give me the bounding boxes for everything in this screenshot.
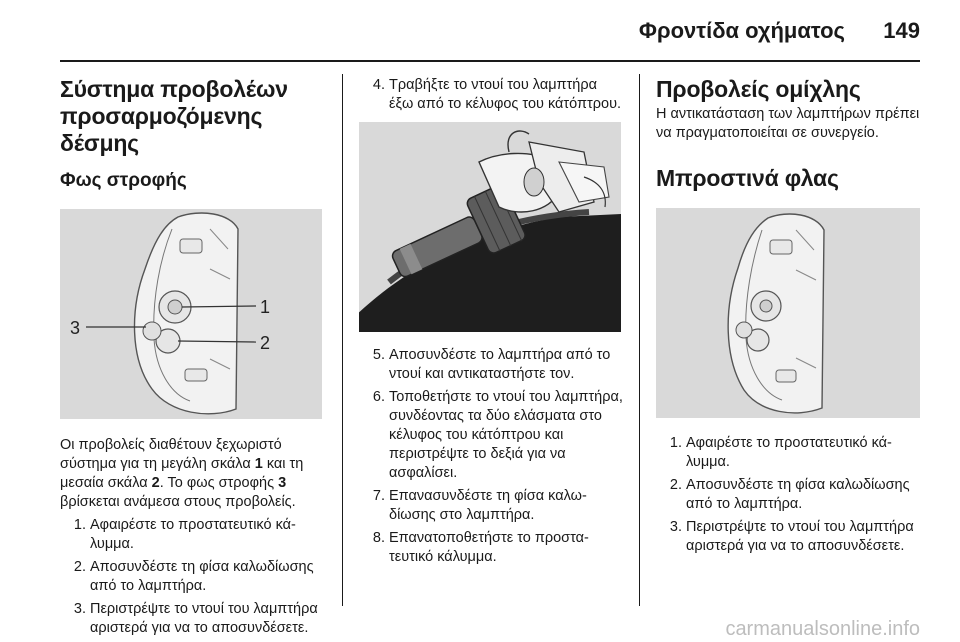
step-text: Αποσυνδέστε το λαμπτήρα από το ντουί και αντικαταστήστε τον. bbox=[389, 347, 611, 382]
step-number: 3. bbox=[73, 601, 86, 617]
column-1 bbox=[60, 76, 326, 642]
figure-label-3: 3 bbox=[70, 318, 81, 338]
step-text: Επανασυνδέστε τη φίσα καλωδίωσης στο λαμπτήρα. bbox=[389, 488, 587, 523]
intro-text-1: Οι προβολείς διαθέτουν ξεχωριστό σύστημα για τη μεγάλη σκάλα bbox=[60, 437, 282, 472]
step-number: 3. bbox=[669, 519, 682, 535]
step-item bbox=[68, 600, 326, 638]
section-heading-fog-lights: Προβολείς ομίχλης bbox=[656, 76, 861, 102]
step-text: Αφαιρέστε το προστατευτικό κάλυμμα. bbox=[90, 517, 296, 552]
column-divider-left bbox=[342, 74, 343, 606]
step-number: 6. bbox=[372, 389, 385, 405]
step-text: Αποσυνδέστε τη φίσα καλωδίωσης από το λαμπτήρα. bbox=[686, 477, 910, 512]
step-item bbox=[664, 476, 921, 514]
step-item bbox=[367, 388, 625, 483]
site-watermark: carmanualsonline.info bbox=[725, 618, 920, 640]
step-number: 1. bbox=[669, 435, 682, 451]
step-item bbox=[68, 558, 326, 596]
section-heading-front-indicators: Μπροστινά φλας bbox=[656, 165, 839, 191]
step-number: 4. bbox=[372, 77, 385, 93]
front-indicator-figure bbox=[656, 208, 920, 418]
step-text: Περιστρέψτε το ντουί του λαμπτήρα αριστερά για να το αποσυνδέσετε. bbox=[686, 519, 914, 554]
step-item bbox=[367, 529, 625, 567]
figure-label-1: 1 bbox=[260, 297, 271, 317]
page-number: 149 bbox=[883, 18, 920, 43]
intro-ref-2: 2 bbox=[151, 475, 160, 491]
step-number: 5. bbox=[372, 347, 385, 363]
column-2 bbox=[359, 76, 625, 571]
headlamp-rear-illustration bbox=[60, 209, 322, 419]
step-item bbox=[664, 434, 921, 472]
steps-list-col2-top bbox=[359, 76, 625, 114]
steps-list-col1 bbox=[60, 516, 326, 638]
front-indicator-illustration bbox=[656, 208, 920, 418]
step-text: Αφαιρέστε το προστατευτικό κάλυμμα. bbox=[686, 435, 892, 470]
step-number: 8. bbox=[372, 530, 385, 546]
step-number: 2. bbox=[669, 477, 682, 493]
intro-text-3: . Το φως στροφής bbox=[159, 475, 279, 491]
step-item bbox=[367, 346, 625, 384]
bulb-holder-figure bbox=[359, 122, 621, 332]
figure-label-2: 2 bbox=[260, 333, 271, 353]
step-item bbox=[664, 518, 921, 556]
step-number: 2. bbox=[73, 559, 86, 575]
column-3 bbox=[656, 76, 921, 560]
page-header bbox=[0, 0, 960, 62]
steps-list-col3 bbox=[656, 434, 921, 556]
intro-ref-3: 3 bbox=[278, 475, 287, 491]
step-item bbox=[367, 487, 625, 525]
fog-lights-intro: Η αντικατάσταση των λαμπτήρων πρέπει να πραγματοποιείται σε συνεργείο. bbox=[656, 106, 920, 141]
step-item bbox=[367, 76, 625, 114]
running-title: Φροντίδα οχήματος bbox=[638, 18, 845, 43]
intro-text-2: και τη μεσαία σκάλα bbox=[60, 456, 304, 491]
step-item bbox=[68, 516, 326, 554]
column-divider-right bbox=[639, 74, 640, 606]
steps-list-col2-bottom bbox=[359, 346, 625, 567]
step-number: 7. bbox=[372, 488, 385, 504]
header-rule bbox=[60, 60, 920, 62]
step-text: Αποσυνδέστε τη φίσα καλωδίωσης από το λαμπτήρα. bbox=[90, 559, 314, 594]
headlamp-rear-figure bbox=[60, 209, 322, 419]
section-heading-adaptive-headlights: Σύστημα προβολέων προσαρμοζόμενης δέσμης bbox=[60, 76, 288, 156]
step-text: Τοποθετήστε το ντουί του λαμπτήρα, συνδέοντας τα δύο ελάσματα στο κέλυφος του κάτόπτρου και περιστρέψτε το δεξιά για να ασφαλίσει. bbox=[389, 389, 623, 481]
bulb-holder-illustration bbox=[359, 122, 621, 332]
intro-ref-1: 1 bbox=[254, 456, 263, 472]
subheading-cornering-light: Φως στροφής bbox=[60, 170, 187, 191]
step-text: Τραβήξτε το ντουί του λαμπτήρα έξω από το κέλυφος του κάτόπτρου. bbox=[389, 77, 622, 112]
intro-text-4: βρίσκεται ανάμεσα στους προβολείς. bbox=[60, 494, 296, 510]
intro-paragraph bbox=[60, 436, 326, 512]
step-text: Περιστρέψτε το ντουί του λαμπτήρα αριστερά για να το αποσυνδέσετε. bbox=[90, 601, 318, 636]
step-text: Επανατοποθετήστε το προστατευτικό κάλυμμα. bbox=[389, 530, 589, 565]
step-number: 1. bbox=[73, 517, 86, 533]
